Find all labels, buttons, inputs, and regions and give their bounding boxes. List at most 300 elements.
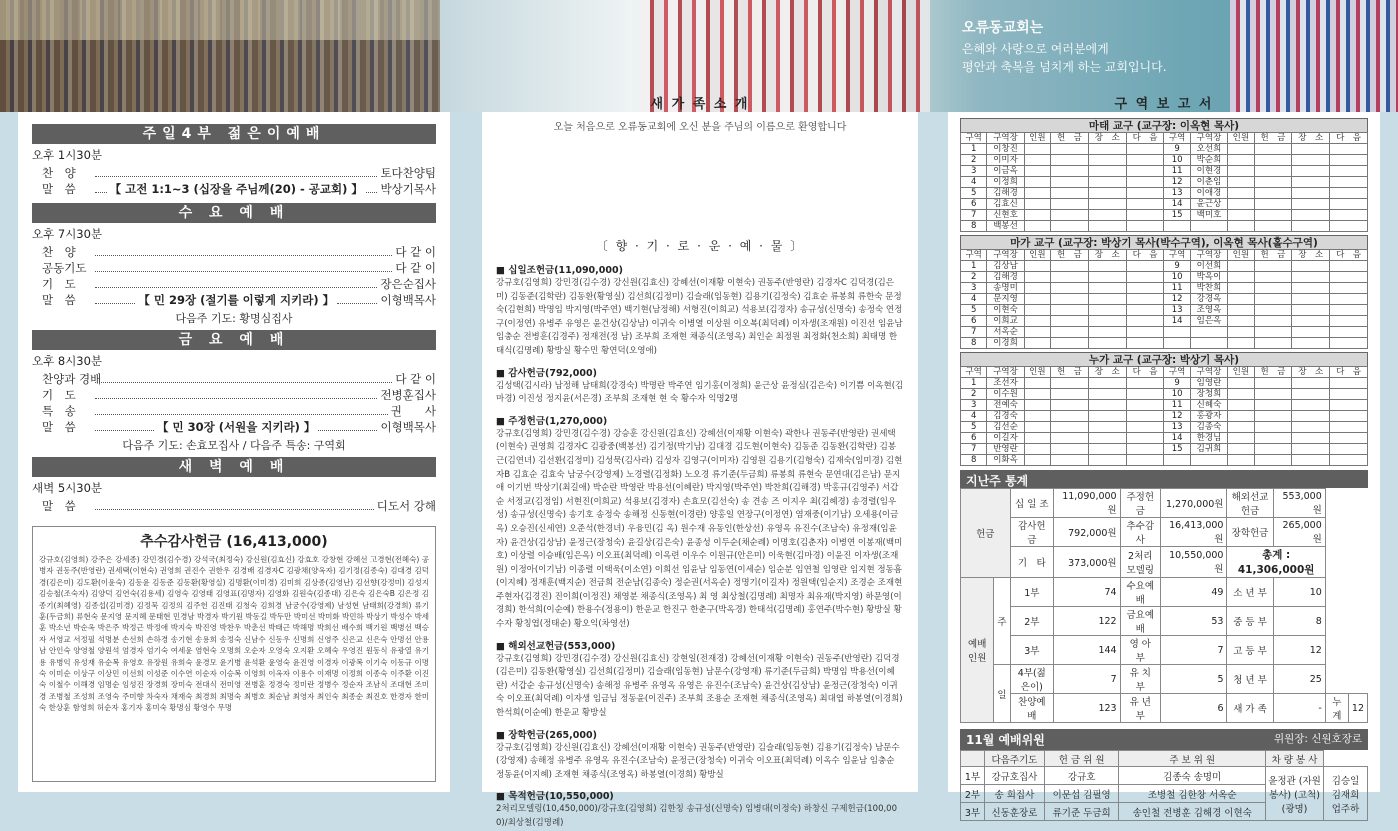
district-number: 13: [1164, 188, 1190, 199]
district-row: [961, 177, 1368, 188]
worship-cell: 신동훈장로: [984, 803, 1044, 821]
district-blank: [1051, 283, 1089, 294]
offering-group-names: 강규호(김영희) 강민경(김수경) 강신원(김효신) 강현일(전재경) 강혜선(이재황 이현숙) 권동주(반영란) 김덕경(김은미) 김동환(황영실) 김선희(김정미) 김슬래(임동현) 남문수(강영재) 류기준(두금희) 박명임 박용선(이혜란) 서갑순 송규성(신명숙) 송해정 유병주 유영옥 유영은 유진수(조남숙) 윤건상(김상남) 윤정근(장청숙) 이귀숙 이오표(최덕례) 이자생 임금님 정동윤(이진주) 조부희 조용순 조재현 채종식(조영옥) 최대엽 하봉열(이경희) 한석희(이순예) 한운교 황방실: [496, 653, 903, 719]
district-row: [961, 166, 1368, 177]
service-role: 기 도: [42, 277, 76, 291]
worship-cell: 이문섭 김필영: [1044, 785, 1118, 803]
service-leader: 다 같 이: [395, 261, 436, 275]
district-blank: [1292, 155, 1330, 166]
district-number: 1: [961, 378, 987, 389]
stats-value: 7: [1160, 636, 1227, 665]
stats-value: 123: [1054, 694, 1121, 723]
district-header-cell: 구역장: [987, 367, 1024, 378]
district-blank: [1126, 444, 1164, 455]
service-role: 찬 양: [42, 166, 76, 180]
district-number: 3: [961, 400, 987, 411]
district-blank: [1088, 305, 1126, 316]
district-blank: [1024, 210, 1050, 221]
district-blank: [1292, 210, 1330, 221]
district-blank: [1228, 144, 1254, 155]
header-banner: [0, 0, 1398, 112]
district-number: 2: [961, 155, 987, 166]
district-row: [961, 378, 1368, 389]
district-blank: [1254, 389, 1292, 400]
worship-cell: 조병철 김한창 서옥순: [1119, 785, 1266, 803]
district-header-cell: 인원: [1228, 133, 1254, 144]
stats-label: 십 일 조: [1010, 489, 1053, 518]
stats-value: 144: [1054, 636, 1121, 665]
worship-header-cell: 차 량 봉 사: [1266, 751, 1324, 767]
district-leader: 김해경: [987, 272, 1024, 283]
district-blank: [1254, 444, 1292, 455]
district-blank: [1330, 455, 1368, 466]
district-blank: [1254, 433, 1292, 444]
district-blank: [1088, 400, 1126, 411]
district-tables: [948, 118, 1380, 466]
stats-value: 7: [1054, 665, 1121, 694]
stats-money-row: [961, 547, 1368, 578]
district-blank: [1228, 422, 1254, 433]
district-number: 8: [961, 455, 987, 466]
district-blank: [1051, 411, 1089, 422]
district-blank: [1088, 316, 1126, 327]
district-blank: [1051, 188, 1089, 199]
district-number: 2: [961, 272, 987, 283]
district-leader: 이창진: [987, 144, 1024, 155]
district-blank: [1051, 433, 1089, 444]
district-leader: 홍광자: [1190, 411, 1227, 422]
offering-group-names: 강규호(김영희) 강신원(김효신) 강혜선(이재황 이현숙) 권동주(반영란) 김슬래(임동현) 김용기(김정숙) 남문수(강영재) 송해정 유병주 유영옥 유진수(조남숙) 윤정근(장청숙) 이귀숙 이오표(최덕례) 이옥수 임윤남 임충순 정동윤(이지혜) 조재현 채종식(조영옥) 하봉열(이경희) 황방실: [496, 742, 900, 780]
district-blank: [1051, 378, 1089, 389]
service-row: [32, 165, 436, 181]
district-number: 15: [1164, 210, 1190, 221]
district-row: [961, 155, 1368, 166]
district-number: 9: [1164, 378, 1190, 389]
district-leader: 이선희: [1190, 261, 1227, 272]
offering-group-title: ■ 주정헌금(1,270,000): [496, 415, 608, 427]
district-number: [1164, 221, 1190, 232]
stats-value: 1,270,000원: [1160, 489, 1227, 518]
district-blank: [1292, 221, 1330, 232]
district-blank: [1024, 177, 1050, 188]
district-header-cell: 구역: [1164, 250, 1190, 261]
district-blank: [1126, 199, 1164, 210]
worship-car-cell: 윤정관 (자원봉사) (고척) (광명): [1266, 767, 1324, 821]
offering-title: 〔 향 · 기 · 로 · 운 · 예 · 물 〕: [595, 239, 805, 253]
district-blank: [1254, 305, 1292, 316]
district-leader: 조선자: [987, 378, 1024, 389]
dot-leader: [337, 296, 377, 304]
district-blank: [1254, 210, 1292, 221]
stats-money-label: 헌금: [961, 489, 1011, 578]
district-blank: [1254, 188, 1292, 199]
district-number: 4: [961, 411, 987, 422]
district-blank: [1126, 305, 1164, 316]
dawn-title: 새 벽 예 배: [32, 457, 436, 477]
district-blank: [1126, 294, 1164, 305]
district-blank: [1126, 166, 1164, 177]
district-blank: [1330, 305, 1368, 316]
district-leader: 박찬희: [1190, 283, 1227, 294]
stats-value: 12: [1273, 636, 1325, 665]
district-header-cell: 인원: [1228, 367, 1254, 378]
district-blank: [1126, 272, 1164, 283]
district-blank: [1024, 261, 1050, 272]
district-number: 4: [961, 177, 987, 188]
district-row: [961, 389, 1368, 400]
district-blank: [1330, 294, 1368, 305]
district-block: [960, 352, 1368, 466]
district-blank: [1051, 166, 1089, 177]
district-row: [961, 433, 1368, 444]
district-blank: [1254, 272, 1292, 283]
district-header-cell: 장 소: [1088, 367, 1126, 378]
district-blank: [1330, 188, 1368, 199]
district-blank: [1292, 400, 1330, 411]
district-blank: [1292, 422, 1330, 433]
district-number: 14: [1164, 433, 1190, 444]
stats-label: 유 년 부: [1120, 694, 1160, 723]
stats-label: 수요예배: [1120, 578, 1160, 607]
stats-value: 792,000원: [1054, 518, 1121, 547]
district-blank: [1254, 144, 1292, 155]
district-blank: [1228, 294, 1254, 305]
dot-leader: [95, 296, 135, 304]
district-blank: [1254, 283, 1292, 294]
stats-value: 16,413,000원: [1160, 518, 1227, 547]
district-leader: 임은옥: [1190, 316, 1227, 327]
district-blank: [1292, 283, 1330, 294]
thanksgiving-title: 추수감사헌금 (16,413,000): [140, 534, 328, 550]
service-leader: 다 같 이: [395, 372, 436, 386]
dot-leader: [95, 185, 107, 193]
service-row: [32, 387, 436, 403]
district-header-cell: 다 음: [1330, 367, 1368, 378]
dot-leader: [95, 407, 388, 415]
district-number: 6: [961, 199, 987, 210]
stats-label: 새 가 족: [1227, 694, 1273, 723]
worship-cell: 3부: [961, 803, 985, 821]
district-blank: [1024, 327, 1050, 338]
district-blank: [1126, 144, 1164, 155]
dot-leader: [95, 280, 377, 288]
congregation-photo: [0, 0, 440, 112]
district-blank: [1254, 261, 1292, 272]
offering-group: [496, 413, 904, 632]
stats-label: 장학헌금: [1227, 518, 1273, 547]
stats-label: 2부: [1010, 607, 1053, 636]
district-blank: [1024, 305, 1050, 316]
district-blank: [1292, 199, 1330, 210]
district-leader: 문지영: [987, 294, 1024, 305]
district-table: [960, 132, 1368, 232]
stats-value: 553,000원: [1273, 489, 1325, 518]
district-leader: 이수원: [987, 389, 1024, 400]
district-leader: 송명미: [987, 283, 1024, 294]
worship-chair: 위원장: 신원호장로: [1273, 733, 1362, 745]
worship-cell: 김종숙 송명미: [1119, 767, 1266, 785]
district-number: 7: [961, 327, 987, 338]
district-blank: [1330, 199, 1368, 210]
district-blank: [1088, 338, 1126, 349]
district-blank: [1088, 144, 1126, 155]
district-blank: [1330, 444, 1368, 455]
district-leader: 백미호: [1190, 210, 1227, 221]
stats-value: 265,000원: [1273, 518, 1325, 547]
district-row: [961, 199, 1368, 210]
district-header-cell: 장 소: [1292, 367, 1330, 378]
district-header-cell: 다 음: [1126, 367, 1164, 378]
district-header-cell: 구역장: [1190, 367, 1227, 378]
district-blank: [1254, 455, 1292, 466]
district-blank: [1088, 433, 1126, 444]
district-header-cell: 구역: [961, 250, 987, 261]
district-header-cell: 다 음: [1126, 250, 1164, 261]
stats-value: 11,090,000원: [1054, 489, 1121, 518]
district-leader: 김상남: [987, 261, 1024, 272]
district-leader: [1190, 338, 1227, 349]
district-blank: [1292, 444, 1330, 455]
service-scripture: 【 민 30장 (서원을 지키라) 】: [157, 420, 316, 434]
stats-title: 지난주 통계: [960, 470, 1368, 488]
district-blank: [1330, 378, 1368, 389]
district-blank: [1126, 177, 1164, 188]
district-blank: [1024, 422, 1050, 433]
district-blank: [1051, 316, 1089, 327]
district-blank: [1228, 221, 1254, 232]
district-leader: 이현숙: [987, 305, 1024, 316]
stats-money-row: [961, 489, 1368, 518]
district-blank: [1228, 188, 1254, 199]
district-leader: 전예숙: [987, 400, 1024, 411]
stats-value: 12: [1348, 694, 1367, 723]
district-blank: [1088, 455, 1126, 466]
district-blank: [1254, 378, 1292, 389]
offering-group-names: 강규호(김영희) 강민경(김수경) 강신원(김효신) 강혜선(이재황 이현숙) 권동주(반영란) 김경자C 김덕경(김은미) 김동준(김학란) 김동환(황영실) 김선희(김정미) 김슬래(임동현) 김용기(김정숙) 김효순 류봉희 류한숙 문정숙(김현희) 박명임 박지영(박주연) 백기현(남정해) 서형진(이희교) 석용보(김경자) 송규성(신명숙) 송정숙 연정구(이정연) 유병주 유영은 윤건상(김상남) 이귀숙 이병열 이상원 이오복(최덕례) 이자생(조재원) 이진선 임윤남 임충순 전병훈(김경주) 정재전(정 남) 조부희 조재현 채종식(조영옥) 최인순 최정원 최정화(천소희) 최태명 한태식(김명례) 황방실 황수민 황연덕(오영애): [496, 278, 903, 356]
district-number: 2: [961, 389, 987, 400]
district-leader: 신현호: [987, 210, 1024, 221]
district-blank: [1024, 316, 1050, 327]
district-row: [961, 188, 1368, 199]
stats-value: 10: [1273, 578, 1325, 607]
stats-attendance-row: [961, 694, 1368, 723]
district-leader: 반영란: [987, 444, 1024, 455]
stats-value: 74: [1054, 578, 1121, 607]
district-blank: [1228, 261, 1254, 272]
sunday4-title: 주일4부 젊은이예배: [32, 124, 436, 144]
district-blank: [1228, 327, 1254, 338]
district-leader: 임영란: [1190, 378, 1227, 389]
district-header-cell: 장 소: [1088, 133, 1126, 144]
sunday4-service: [32, 144, 436, 203]
service-role: 기 도: [42, 388, 76, 402]
stats-label: 2처리모델링: [1120, 547, 1160, 578]
district-blank: [1292, 272, 1330, 283]
thanksgiving-names: 강규호(김영희) 강주은 강세종) 강민경(김수경) 강석국(최정숙) 강신원(김효신) 강효호 강창현 강혜선 고경현(전혜숙) 공병자 권동주(반영란) 권세택(이현숙) 권영희 권진수 권한우 김경배 김경자C 김광채(양옥자) 김기정(김종숙) 김대경 김덕경(김은미) 김도환(이윤숙) 김동윤 김동준 김동환(황영실) 김명환(이미경) 김미희 김상종(김영난) 김선향(강정미) 김성지 김승철(조숙자) 김양덕 김연숙(김용세) 김영숙 김영태 김영표(김명자) 김영화 김원숙(김종대) 김은숙 김은숙B 김은정 김종기(최혜영) 김종섭(김미경) 김정묵 김정의 김주헌 김진태 김청숙 김희경 남궁수(강영제) 남성현 남태희(강경희) 류기훈(두금희) 류현숙 문지영 문지혜 문태현 민경남 박경자 박기원 박동길 박두만 박미선 박미화 박민하 박상기 박성수 박세훈 박소년 박순옥 박은주 박정근 박정애 박지숙 박진영 박찬우 박춘선 박태근 박해명 박희선 배수희 백기원 백병선 백승자 서영교 서정필 석명분 손선희 손하경 송기현 송용희 송정숙 신남수 신동우 신명희 신영주 신은교 신은숙 안명선 안용남 안인숙 양영철 양원석 엄경자 엄기숙 여세윤 염현숙 오명희 오순자 오영숙 오지환 오혜숙 우영진 원동식 유광열 유기용 유병익 유성재 유순복 유영호 유장원 유희숙 윤경모 윤기병 윤석환 윤영숙 윤진영 이경자 이광복 이기숙 이동규 이명숙 이미순 이상구 이상민 이선희 이성준 이수연 이순자 이승복 이영희 이옥자 이용수 이재명 이정희 이종숙 이주환 이진숙 이철수 이해경 임명순 임성진 장경희 장미숙 전대식 전미영 전병훈 정경숙 정미란 정병수 정순자 조남식 조대현 조미경 조병철 조성희 조영숙 주미향 차숙자 채재숙 최경희 최명숙 최병호 최순남 최영자 최인숙 최종순 최진호 한경자 한미숙 한상훈 함영희 허순자 홍기자 홍미숙 황명심 황영수 무명: [39, 555, 429, 713]
stats-label: 청 년 부: [1227, 665, 1273, 694]
district-blank: [1292, 177, 1330, 188]
district-number: 9: [1164, 144, 1190, 155]
service-leader: 다 같 이: [395, 245, 436, 259]
stats-value: 49: [1160, 578, 1227, 607]
service-row: [32, 292, 436, 308]
district-number: 11: [1164, 400, 1190, 411]
district-leader: 박순희: [1190, 155, 1227, 166]
worship-car-cell: 김승일 김재희 업주하: [1324, 767, 1368, 821]
district-leader: 김선순: [987, 422, 1024, 433]
district-header-cell: 구역: [961, 367, 987, 378]
district-blank: [1024, 411, 1050, 422]
district-number: 14: [1164, 316, 1190, 327]
district-row: [961, 305, 1368, 316]
district-leader: 이미자: [987, 155, 1024, 166]
district-row: [961, 400, 1368, 411]
service-role: 말 씀: [42, 499, 76, 513]
service-time: 오후 8시30분: [32, 354, 103, 368]
district-blank: [1292, 327, 1330, 338]
district-blank: [1024, 188, 1050, 199]
district-blank: [1330, 144, 1368, 155]
stats-total: 총계 : 41,306,000원: [1227, 547, 1325, 578]
district-blank: [1330, 221, 1368, 232]
district-number: 13: [1164, 305, 1190, 316]
worship-row: [961, 767, 1368, 785]
district-blank: [1088, 155, 1126, 166]
district-blank: [1051, 444, 1089, 455]
district-blank: [1330, 316, 1368, 327]
district-leader: [1190, 221, 1227, 232]
service-row: [32, 244, 436, 260]
stats-value: 53: [1160, 607, 1227, 636]
service-leader: 이형백목사: [380, 420, 437, 434]
district-blank: [1330, 433, 1368, 444]
offering-panel: [482, 112, 918, 828]
worship-cell: 강규호: [1044, 767, 1118, 785]
district-blank: [1228, 378, 1254, 389]
district-blank: [1024, 400, 1050, 411]
district-leader: 김효신: [987, 199, 1024, 210]
district-blank: [1330, 283, 1368, 294]
district-leader: 김귀희: [1190, 444, 1227, 455]
service-role: 공동기도: [42, 261, 87, 275]
stats-label: 누 계: [1325, 694, 1348, 723]
district-blank: [1051, 261, 1089, 272]
district-blank: [1051, 400, 1089, 411]
district-blank: [1051, 199, 1089, 210]
district-header-cell: 헌 금: [1254, 250, 1292, 261]
dot-leader: [366, 185, 378, 193]
district-leader: 오선희: [1190, 144, 1227, 155]
service-leader: 디도서 강해: [376, 499, 436, 513]
district-number: 1: [961, 261, 987, 272]
offering-group-names: 강규호(김영희) 강민경(김수경) 강승훈 강신원(김효신) 강혜선(이재황 이현숙) 곽한나 권동주(반영란) 권세택(이현숙) 권영희 김경자C 김광중(백봉선) 김기정(박기남) 김대경 김도현(이현숙) 김동준 김동환(김학란) 김봉근(김연녀) 김선환(김정미) 김성묵(김사라) 김성자 김영구(이미자) 김영원 김용기(김형숙) 김재숙(임미경) 김현자B 김효순 김효숙 남궁수(강영제) 노경렬(김정화) 노오경 류기준(두금희) 류봉희 류현숙 문연대(김은남) 문지애 이기번 박상기(최길애) 박순란 박영란 박용선(이혜란) 박지영(박주연) 박찬희(김해경) 박홍규(김영주) 서갑순 서정교(김정임) 서현진(이희교) 석용보(김경자) 손효모(김선숙) 송 견송 즈 이지우 최(김혜경) 송경렬(임우성) 송규성(신명숙) 송기호 송정숙 송해정 신동현(이경란) 양홍일 연장구(이정연) 염재중(이기남) 오세용(이금옥) 오승진(신세연) 오준석(한경녀) 우융민(김 옥) 원수재 유동인(한상선) 유영옥 유진수(조남숙) 유정재(임윤자) 윤건상(김상남) 윤정근(장청숙) 윤길상(김은숙) 윤종성 이두순(채순례) 이명호(김춘자) 이병연 이봉재(백미호) 이상렬 이승배(임은옥) 이오표(최덕례) 이옥련 이우수 이원규(안은미) 이욱현(김마경) 이윤진 이자생(조재원) 이정아(이기남) 이종렬 이택욱(이소연) 이희선 임윤남 임동연(이세순) 임순분 임연철 임영란 임지현 정동흠(이지혜) 정재훈(백지순) 전금희 전순남(김종숙) 정순권(서옥순) 정명기(이길자) 정원택(임순지) 조경순 조재현 주현자(김경진) 진이희(이정진) 채영분 채종식(조영옥) 최 영 최상철(김명례) 최명자 최유재(박지영) 하문영(이경희) 한석희(이순예) 한용수(정용이) 한운교 한진구 한춘구(박옥경) 한태석(김명례) 홍연주(박수현) 황방실 황수자 황칭엽(정태순) 황오익(차영선): [496, 428, 903, 630]
district-header-cell: 헌 금: [1051, 133, 1089, 144]
service-leader: 장은순집사: [380, 277, 436, 291]
worship-committee: [960, 729, 1368, 821]
service-role: 찬 양: [42, 245, 76, 259]
district-number: 3: [961, 166, 987, 177]
service-row: [32, 181, 436, 197]
service-role: 말 씀: [42, 182, 76, 196]
stats-label: 유 치 부: [1120, 665, 1160, 694]
district-row: [961, 327, 1368, 338]
dot-leader: [95, 264, 392, 272]
stats-value: 10,550,000원: [1160, 547, 1227, 578]
district-block: [960, 118, 1368, 232]
district-header-cell: 구역: [1164, 367, 1190, 378]
stats-attendance-row: [961, 607, 1368, 636]
district-blank: [1051, 294, 1089, 305]
district-blank: [1088, 261, 1126, 272]
district-number: 1: [961, 144, 987, 155]
district-blank: [1088, 422, 1126, 433]
district-row: [961, 283, 1368, 294]
district-blank: [1228, 400, 1254, 411]
district-header-cell: 장 소: [1088, 250, 1126, 261]
district-title: 구 역 보 고 서: [1114, 97, 1214, 112]
fri-title: 금 요 예 배: [32, 330, 436, 350]
district-blank: [1254, 327, 1292, 338]
offering-group-title: ■ 해외선교헌금(553,000): [496, 640, 616, 652]
district-leader: 이화옥: [987, 455, 1024, 466]
worship-cell: 송 희집사: [984, 785, 1044, 803]
district-blank: [1254, 166, 1292, 177]
district-blank: [1024, 294, 1050, 305]
service-role: 말 씀: [42, 293, 76, 307]
district-number: 12: [1164, 411, 1190, 422]
district-blank: [1228, 177, 1254, 188]
district-blank: [1126, 327, 1164, 338]
district-blank: [1051, 210, 1089, 221]
district-blank: [1126, 221, 1164, 232]
stats-value: 5: [1160, 665, 1227, 694]
service-leader: 권 사: [390, 404, 436, 418]
stats-label: 3부: [1010, 636, 1053, 665]
district-number: [1164, 327, 1190, 338]
district-header-cell: 구역장: [987, 250, 1024, 261]
district-blank: [1228, 389, 1254, 400]
district-leader: 이애경: [1190, 188, 1227, 199]
district-blank: [1292, 455, 1330, 466]
offering-group: [496, 727, 904, 783]
district-leader: 이희교: [987, 316, 1024, 327]
stats-label: 소 년 부: [1227, 578, 1273, 607]
district-blank: [1292, 316, 1330, 327]
district-leader: 신혜숙: [1190, 400, 1227, 411]
worship-cell: 송인철 전병훈 김해경 이현숙: [1119, 803, 1266, 821]
district-blank: [1292, 433, 1330, 444]
district-blank: [1126, 411, 1164, 422]
district-number: 9: [1164, 261, 1190, 272]
district-blank: [1088, 378, 1126, 389]
stats-label: 금요예배: [1120, 607, 1160, 636]
district-blank: [1330, 422, 1368, 433]
district-header-cell: 구역장: [987, 133, 1024, 144]
stats-table: [960, 488, 1368, 723]
district-number: 7: [961, 210, 987, 221]
district-blank: [1088, 272, 1126, 283]
district-number: 13: [1164, 422, 1190, 433]
stats-att-sub: 주: [994, 578, 1010, 665]
district-blank: [1254, 155, 1292, 166]
district-header-row: [961, 250, 1368, 261]
service-leader: 전병훈집사: [380, 388, 436, 402]
worship-cell: 1부: [961, 767, 985, 785]
service-role: 찬양과 경배: [42, 372, 102, 386]
district-blank: [1330, 400, 1368, 411]
district-blank: [1126, 188, 1164, 199]
dawn-service: [32, 477, 436, 520]
